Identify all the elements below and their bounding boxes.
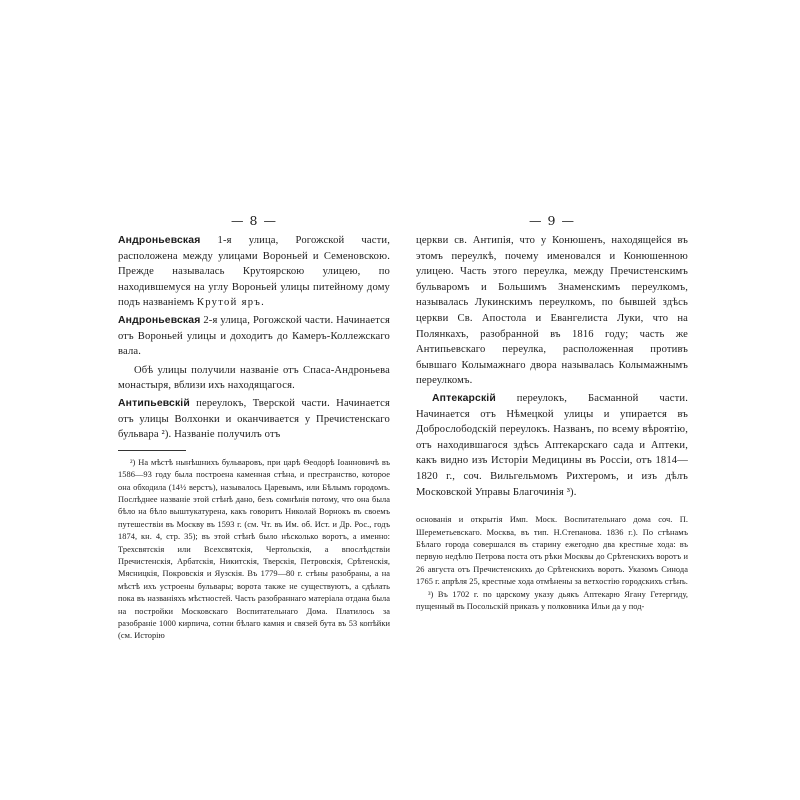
entry-text: Обѣ улицы получили названіе отъ Спаса-Андроньева монастыря, вблизи ихъ находящагося. — [118, 364, 390, 392]
entry-text: переулокъ, Тверской части. Начинается отъ улицы Волхонки и оканчивается у Пречистенскаго бульвара ²). Названіе получилъ отъ — [118, 397, 390, 441]
left-body — [118, 233, 390, 443]
right-body — [416, 233, 688, 500]
entry-continued — [416, 233, 688, 389]
street-title: Андроньевская — [118, 314, 201, 326]
footnote-text: ²) На мѣстѣ нынѣшнихъ бульваровъ, при царѣ Ѳеодорѣ Іоанновичѣ въ 1586—93 году была построена каменная стѣна, и престранство, которое она обходила (14½ верстъ), называлось Царевымъ, или Бѣлымъ городомъ. Послѣднее названіе этой стѣнѣ дано, безъ сомнѣнія потому, что она была бѣло на бѣло выштукатурена, какъ говоритъ Николай Ворнокъ въ своемъ путешествіи въ Москву въ 1593 г. (см. Чт. въ Им. об. Ист. и Др. Рос., годъ 1874, кн. 4, стр. 35); въ этой стѣнѣ было нѣсколько воротъ, а именно: Трехсвятскія или Всехсвятскія, Чертольскія, а впослѣдствіи Пречистенскія, Арбатскія, Никитскія, Тверскія, Петровскія, Срѣтенскія, Мясницкія, Покровскія и Яузскія. Въ 1779—80 г. стѣны разобраны, а на мѣстѣ ихъ устроены бульвары; ворота также не существуютъ, а сдѣлать пока въ названіяхъ мѣстностей. Часть разобраннаго матеріала отдана была на постройки Московскаго Воспитательнаго Дома. Платилось за разобраніе 1000 кирпича, сотни бѣлаго камня и связей бута въ 53 копѣйки (см. Исторію — [118, 457, 390, 641]
footnote-block — [416, 514, 688, 613]
entry-text: 2-я улица, Рогожской части. Начинается отъ Вороньей улицы и доходитъ до Камеръ-Коллежскаго вала. — [118, 314, 390, 358]
entry-andronievskaya-2 — [118, 313, 390, 360]
left-page — [118, 213, 390, 643]
footnote-2 — [118, 457, 390, 643]
entry-aptekarsky — [416, 391, 688, 500]
street-title: Аптекарскій — [432, 392, 496, 404]
right-page — [416, 213, 688, 613]
street-title: Андроньевская — [118, 235, 201, 246]
footnote-3: ³) Въ 1702 г. по царскому указу дьякъ Аптекарю Ягану Гетергиду, пущенный въ Посольскій приказъ у полковника Ильи да у под- — [416, 589, 688, 611]
entry-andronievskaya-1 — [118, 233, 390, 311]
entry-tail: . — [261, 297, 264, 309]
footnote-continued: основанія и открытія Имп. Моск. Воспитательнаго дома соч. П. Шереметьевскаго. Москва, въ тип. Н.Степанова. 1836 г.). По стѣнамъ Бѣлаго города совершался въ старину ежегодно два крестные хода: въ первую недѣлю Петрова поста отъ рѣки Москвы до Срѣтенскихъ воротъ и 26 августа отъ Пречистенскихъ до Срѣтенскихъ воротъ. Указомъ Синода 1765 г. апрѣля 25, крестные хода отмѣнены за ветхостію городскихъ стѣнъ. — [416, 515, 688, 587]
page-number: — 9 — — [529, 213, 575, 228]
entry-antipievsky — [118, 396, 390, 443]
entry-text: 1-я улица, Рогожской части, расположена между улицами Вороньей и Семеновскою. Прежде называлась Крутоярскою улицею, по находившемуся на углу Вороньей улицы питейному дому подъ названіемъ — [118, 235, 390, 309]
street-title: Антипьевскій — [118, 397, 190, 409]
entry-note — [118, 363, 390, 394]
entry-text: церкви св. Антипія, что у Конюшенъ, находящейся въ этомъ переулкѣ, почему именовался и Конюшенною улицею. Часть этого переулка, между Пречистенскимъ бульваромъ и Большимъ Знаменскимъ переулкомъ, называлась Лукинскимъ переулкомъ, по бывшей здѣсь церкви Св. Апостола и Евангелиста Луки, что на Полянкахъ, разобранной въ 1816 году; часть же Антипьевскаго переулка, расположенная противъ бывшаго Колымажнаго двора называлась Колымажнымъ переулкомъ. — [416, 235, 688, 387]
entry-emphasis: Крутой яръ — [196, 297, 262, 309]
entry-text: переулокъ, Басманной части. Начинается отъ Нѣмецкой улицы и упирается въ Доброслободскій переулокъ. Названъ, по всему вѣроятію, отъ находившагося здѣсь Аптекарскаго сада и Аптеки, какъ видно изъ Исторіи Медицины въ Россіи, отъ 1814—1820 г., соч. Вильгельмомъ Рихтеромъ, и изъ дѣлъ Московской Управы Благочинія ³). — [416, 392, 688, 498]
footnote-rule — [118, 450, 186, 451]
page-number: — 8 — — [231, 213, 277, 228]
